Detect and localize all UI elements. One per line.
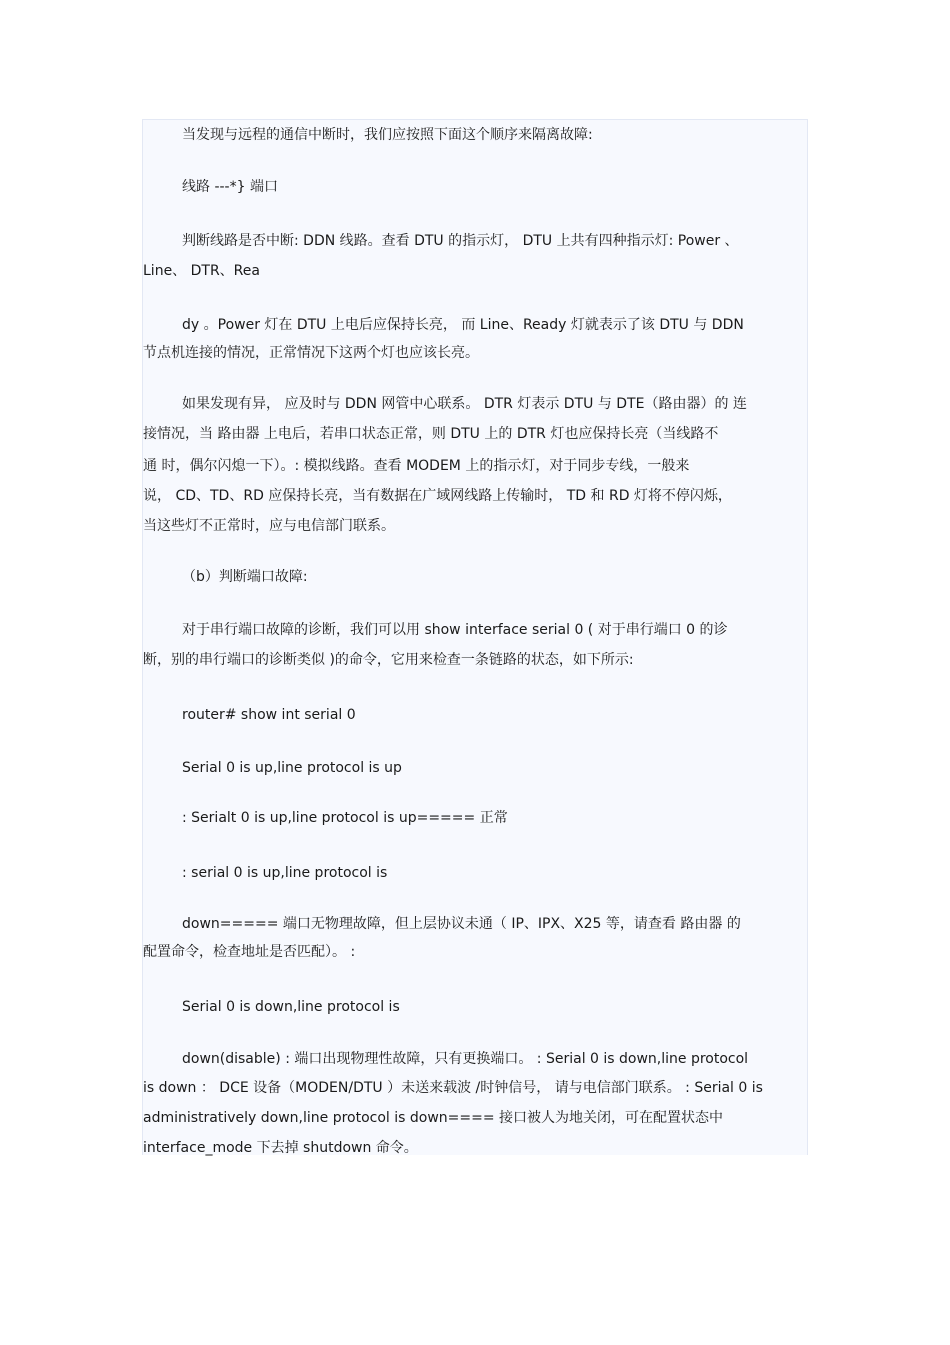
text-line: 如果发现有异， 应及时与 DDN 网管中心联系。 DTR 灯表示 DTU 与 DTE（路由器）的 连 [182,396,747,412]
text-line: 断，别的串行端口的诊断类似 )的命令，它用来检查一条链路的状态，如下所示: [143,652,634,668]
text-line: is down ： DCE 设备（MODEN/DTU ）未送来载波 /时钟信号， 请与电信部门联系。 : Serial 0 is [143,1080,763,1096]
text-line: 通 时，偶尔闪熄一下）。: 模拟线路。查看 MODEM 上的指示灯，对于同步专线，一般来 [143,458,690,474]
text-line: 判断线路是否中断: DDN 线路。查看 DTU 的指示灯， DTU 上共有四种指示灯: Power 、 [182,233,739,249]
text-line: 当发现与远程的通信中断时，我们应按照下面这个顺序来隔离故障: [182,127,593,143]
text-line: 当这些灯不正常时，应与电信部门联系。 [143,518,395,534]
text-line: dy 。Power 灯在 DTU 上电后应保持长亮， 而 Line、Ready 灯就表示了该 DTU 与 DDN [182,317,744,333]
status-line: : serial 0 is up,line protocol is [182,865,388,881]
text-line: 节点机连接的情况，正常情况下这两个灯也应该长亮。 [143,345,479,361]
text-line: 接情况，当 路由器 上电后，若串口状态正常，则 DTU 上的 DTR 灯也应保持长亮（当线路不 [143,426,719,442]
text-line: 线路 ---*} 端口 [182,179,278,195]
status-line: Serial 0 is down,line protocol is [182,999,400,1015]
text-line: 说， CD、TD、RD 应保持长亮，当有数据在广域网线路上传输时， TD 和 RD 灯将不停闪烁， [143,488,732,504]
text-line: down(disable) : 端口出现物理性故障，只有更换端口。 : Serial 0 is down,line protocol [182,1051,749,1067]
command-output-line: Serial 0 is up,line protocol is up [182,760,402,776]
text-line: interface_mode 下去掉 shutdown 命令。 [143,1140,418,1156]
command-line: router# show int serial 0 [182,707,356,723]
text-line: 对于串行端口故障的诊断，我们可以用 show interface serial 0 ( 对于串行端口 0 的诊 [182,622,728,638]
status-line: : Serialt 0 is up,line protocol is up===== 正常 [182,810,508,826]
section-heading: （b）判断端口故障: [182,569,308,585]
text-line: Line、 DTR、Rea [143,263,260,279]
text-line: down===== 端口无物理故障，但上层协议未通（ IP、IPX、X25 等，请查看 路由器 的 [182,916,741,932]
text-line: 配置命令，检查地址是否匹配）。 : [143,944,356,960]
text-line: administratively down,line protocol is down==== 接口被人为地关闭，可在配置状态中 [143,1110,724,1126]
